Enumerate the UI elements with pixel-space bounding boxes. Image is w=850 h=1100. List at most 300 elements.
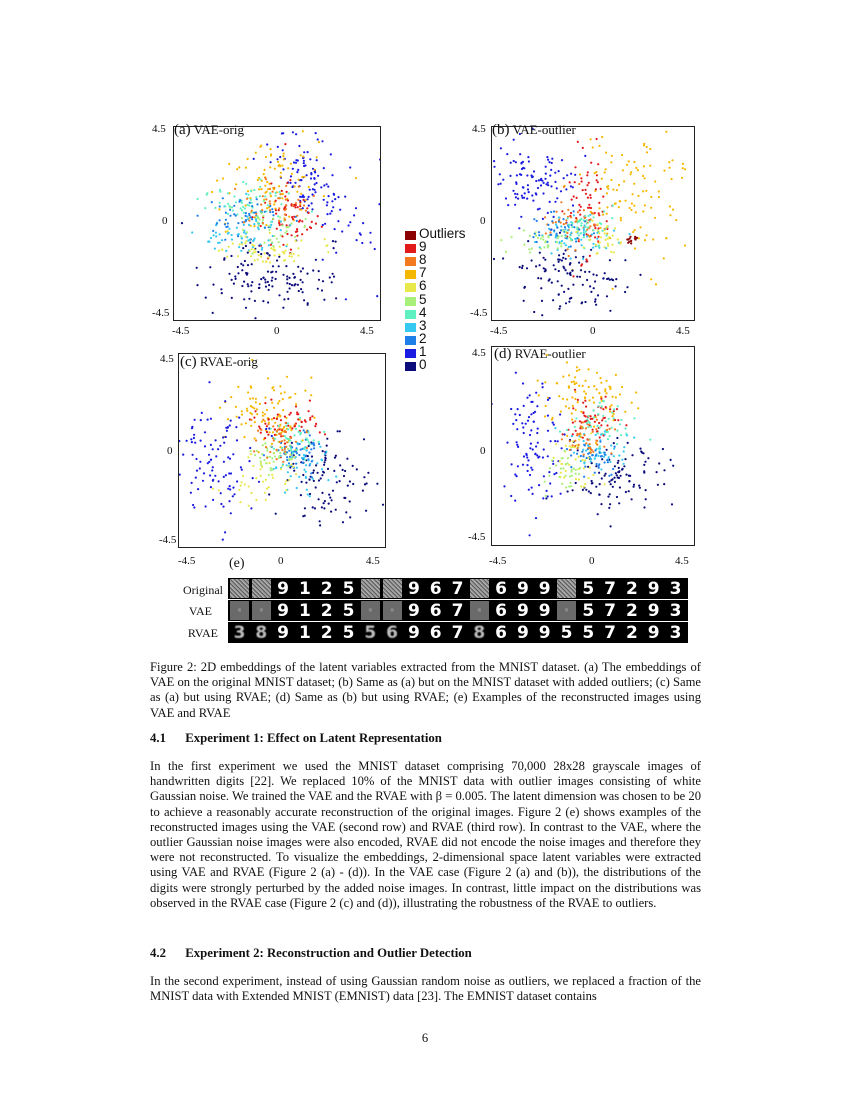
scatter-point [572,440,574,442]
scatter-point [262,195,264,197]
example-image: 5 [364,622,377,643]
scatter-point [283,439,285,441]
scatter-point [568,374,570,376]
scatter-point [191,441,193,443]
scatter-point [592,220,594,222]
scatter-point [289,283,291,285]
scatter-point [322,280,324,282]
scatter-point [292,168,294,170]
scatter-point [215,235,217,237]
scatter-point [290,445,292,447]
scatter-point [301,196,303,198]
scatter-point [307,151,309,153]
scatter-point [551,158,553,160]
scatter-point [236,439,238,441]
example-image: 5 [560,622,573,643]
legend-label: 3 [419,317,427,333]
scatter-point [565,445,567,447]
scatter-point [527,420,529,422]
scatter-point [279,224,281,226]
scatter-point [264,492,266,494]
scatter-point [584,301,586,303]
example-image: 5 [582,600,595,621]
scatter-point [280,392,282,394]
scatter-point [516,193,518,195]
scatter-point [529,534,531,536]
scatter-point [631,454,633,456]
scatter-point [633,486,635,488]
example-image: 9 [538,600,551,621]
scatter-point [249,398,251,400]
scatter-point [216,180,218,182]
legend-swatch [405,336,416,345]
scatter-point [572,275,574,277]
scatter-point [305,421,307,423]
scatter-point [623,180,625,182]
scatter-point [588,368,590,370]
scatter-point [562,257,564,259]
panel-b-plot [491,126,695,321]
scatter-point [284,448,286,450]
scatter-point [603,456,605,458]
scatter-point [583,219,585,221]
scatter-point [535,445,537,447]
scatter-point [592,429,594,431]
scatter-point [572,204,574,206]
scatter-point [346,458,348,460]
scatter-point [323,431,325,433]
scatter-point [296,171,298,173]
scatter-point [282,461,284,463]
scatter-point [574,181,576,183]
scatter-point [596,179,598,181]
scatter-point [293,456,295,458]
scatter-point [609,310,611,312]
scatter-point [223,461,225,463]
scatter-point [218,489,220,491]
scatter-point [614,203,616,205]
scatter-point [535,392,537,394]
scatter-point [282,193,284,195]
scatter-point [607,277,609,279]
scatter-point [615,374,617,376]
scatter-point [543,448,545,450]
scatter-point [334,457,336,459]
scatter-point [612,204,614,206]
scatter-point [578,204,580,206]
scatter-point [577,399,579,401]
scatter-point [291,186,293,188]
scatter-point [629,475,631,477]
scatter-point [633,205,635,207]
scatter-point [239,243,241,245]
scatter-point [616,408,618,410]
scatter-point [282,274,284,276]
scatter-point [510,162,512,164]
scatter-point [228,500,230,502]
scatter-point [278,207,280,209]
scatter-point [266,181,268,183]
scatter-point [260,429,262,431]
scatter-point [257,251,259,253]
scatter-point [607,243,609,245]
scatter-point [598,465,600,467]
scatter-point [210,237,212,239]
scatter-point [286,376,288,378]
scatter-point [243,212,245,214]
scatter-point [193,434,195,436]
scatter-point [275,200,277,202]
scatter-point [323,471,325,473]
scatter-point [251,218,253,220]
scatter-point [656,471,658,473]
scatter-point [264,437,266,439]
scatter-point [262,219,264,221]
scatter-point [552,463,554,465]
scatter-point [611,404,613,406]
scatter-point [565,269,567,271]
example-image: 9 [538,622,551,643]
scatter-point [307,458,309,460]
scatter-point [251,205,253,207]
scatter-point [585,450,587,452]
scatter-point [218,208,220,210]
scatter-point [275,271,277,273]
scatter-point [238,233,240,235]
scatter-point [556,233,558,235]
scatter-point [320,186,322,188]
scatter-point [245,183,247,185]
scatter-point [212,466,214,468]
scatter-point [552,422,554,424]
scatter-point [606,431,608,433]
scatter-point [575,430,577,432]
scatter-point [558,216,560,218]
scatter-point [618,184,620,186]
scatter-point [295,162,297,164]
scatter-point [303,429,305,431]
scatter-point [268,225,270,227]
scatter-point [663,257,665,259]
scatter-point [281,440,283,442]
scatter-point [569,181,571,183]
scatter-point [276,418,278,420]
panel-c-ytick-bot: -4.5 [159,534,177,546]
scatter-point [332,206,334,208]
scatter-point [672,209,674,211]
scatter-point [535,231,537,233]
scatter-point [250,190,252,192]
scatter-point [654,217,656,219]
scatter-point [611,415,613,417]
scatter-point [258,224,260,226]
scatter-point [561,259,563,261]
scatter-point [263,459,265,461]
scatter-point [345,298,347,300]
scatter-point [313,195,315,197]
scatter-point [604,272,606,274]
scatter-point [289,287,291,289]
scatter-point [578,369,580,371]
scatter-point [248,220,250,222]
scatter-point [331,200,333,202]
scatter-point [639,448,641,450]
scatter-point [295,230,297,232]
scatter-point [226,430,228,432]
scatter-point [245,215,247,217]
scatter-point [322,259,324,261]
scatter-point [297,206,299,208]
scatter-point [259,403,261,405]
scatter-point [587,426,589,428]
scatter-point [259,457,261,459]
scatter-point [271,474,273,476]
scatter-point [547,184,549,186]
scatter-point [643,165,645,167]
scatter-point [230,420,232,422]
scatter-point [196,267,198,269]
scatter-point [598,214,600,216]
scatter-point [615,285,617,287]
scatter-point [682,167,684,169]
scatter-point [272,425,274,427]
scatter-point [266,457,268,459]
scatter-point [558,254,560,256]
scatter-point [284,232,286,234]
scatter-point [260,204,262,206]
scatter-point [613,455,615,457]
scatter-point [599,377,601,379]
scatter-point [244,242,246,244]
scatter-point [634,247,636,249]
scatter-point [547,415,549,417]
scatter-point [620,434,622,436]
scatter-point [569,440,571,442]
scatter-point [286,224,288,226]
scatter-point [604,475,606,477]
scatter-point [303,204,305,206]
scatter-point [595,440,597,442]
scatter-point [299,433,301,435]
scatter-point [523,300,525,302]
scatter-point [242,181,244,183]
scatter-point [548,280,550,282]
scatter-point [544,216,546,218]
scatter-point [593,385,595,387]
scatter-point [265,462,267,464]
scatter-point [650,207,652,209]
scatter-point [584,271,586,273]
scatter-point [281,165,283,167]
scatter-point [571,396,573,398]
scatter-point [259,218,261,220]
panel-d-ytick-top: 4.5 [472,347,486,359]
scatter-point [328,503,330,505]
scatter-point [646,234,648,236]
scatter-point [308,212,310,214]
scatter-point [282,465,284,467]
scatter-point [615,472,617,474]
scatter-point [598,202,600,204]
scatter-point [578,433,580,435]
scatter-point [595,171,597,173]
section-4-1-body: In the first experiment we used the MNIST dataset comprising 70,000 28x28 grayscale images of handwritten digits [22]. We replaced 10% of the MNIST data with outlier images consisting of white Gaussian noise. We trained the VAE and the RVAE with β = 0.005. The latent dimension was chosen to be 20 to achieve a reasonably accurate reconstruction of the original images. Figure 2 (e) shows examples of the reconstructed images using the VAE (second row) and RVAE (third row). In contrast to the VAE, where the outlier Gaussian noise images were also encoded, RVAE did not encode the noise images and therefore they were not reconstructed. To visualize the embeddings, 2-dimensional space latent variables were extracted using VAE and RVAE (Figure 2 (a) - (d)). In the VAE case (Figure 2 (a) and (b)), the distributions of the digits were strongly perturbed by the added noise images. In contrast, little impact on the distributions was observed in the RVAE case (Figure 2 (c) and (d)), illustrating the robustness of the RVAE to outliers. [150,759,701,910]
scatter-point [558,221,560,223]
scatter-point [548,161,550,163]
scatter-point [563,186,565,188]
scatter-point [253,189,255,191]
scatter-point [267,271,269,273]
scatter-point [570,185,572,187]
scatter-point [526,456,528,458]
scatter-point [324,457,326,459]
scatter-point [219,191,221,193]
scatter-point [210,418,212,420]
scatter-point [293,277,295,279]
scatter-point [583,232,585,234]
scatter-point [271,457,273,459]
scatter-point [295,405,297,407]
scatter-point [530,467,532,469]
scatter-point [536,405,538,407]
scatter-point [311,476,313,478]
scatter-point [628,160,630,162]
scatter-point [250,492,252,494]
scatter-point [295,463,297,465]
scatter-point [597,227,599,229]
scatter-point [281,447,283,449]
scatter-point [617,405,619,407]
scatter-point [231,234,233,236]
scatter-point [665,131,667,133]
scatter-point [544,381,546,383]
scatter-point [246,198,248,200]
scatter-point [250,385,252,387]
scatter-point [576,370,578,372]
scatter-point [554,172,556,174]
scatter-point [355,207,357,209]
scatter-point [264,192,266,194]
scatter-point [542,456,544,458]
scatter-point [305,471,307,473]
scatter-point [639,274,641,276]
scatter-point [577,221,579,223]
scatter-point [638,485,640,487]
scatter-point [614,465,616,467]
scatter-point [236,480,238,482]
scatter-point [517,465,519,467]
scatter-point [560,472,562,474]
scatter-point [237,272,239,274]
scatter-point [593,416,595,418]
scatter-point [287,167,289,169]
scatter-point [616,430,618,432]
scatter-point [250,419,252,421]
scatter-point [200,419,202,421]
examples-row-rvae [228,622,688,643]
scatter-point [578,385,580,387]
scatter-point [265,261,267,263]
scatter-point [352,483,354,485]
scatter-point [626,434,628,436]
scatter-point [291,458,293,460]
scatter-point [251,252,253,254]
scatter-point [279,197,281,199]
scatter-point [493,160,495,162]
scatter-point [526,198,528,200]
scatter-point [290,475,292,477]
scatter-point [315,423,317,425]
scatter-point [566,435,568,437]
scatter-point [598,145,600,147]
section-4-2-body: In the second experiment, instead of using Gaussian random noise as outliers, we replaced a fraction of the MNIST data with Extended MNIST (EMNIST) data [23]. The EMNIST dataset contains [150,974,701,1004]
scatter-point [561,235,563,237]
scatter-point [195,477,197,479]
scatter-point [308,186,310,188]
scatter-point [580,206,582,208]
scatter-point [274,434,276,436]
scatter-point [613,251,615,253]
scatter-point [335,241,337,243]
example-image: 7 [604,578,617,599]
scatter-point [274,422,276,424]
scatter-point [222,197,224,199]
scatter-point [636,237,638,239]
scatter-point [280,172,282,174]
scatter-point [289,425,291,427]
scatter-point [277,146,279,148]
scatter-point [573,195,575,197]
scatter-point [262,481,264,483]
scatter-point [310,377,312,379]
scatter-point [587,453,589,455]
scatter-point [609,411,611,413]
scatter-point [288,414,290,416]
scatter-point [579,214,581,216]
scatter-point [581,302,583,304]
scatter-point [262,215,264,217]
scatter-point [204,445,206,447]
scatter-point [272,245,274,247]
scatter-point [569,482,571,484]
scatter-point [612,396,614,398]
scatter-point [218,250,220,252]
scatter-point [326,201,328,203]
scatter-point [606,192,608,194]
scatter-point [264,279,266,281]
scatter-point [270,182,272,184]
scatter-point [280,176,282,178]
scatter-point [590,452,592,454]
scatter-point [630,173,632,175]
section-number: 4.1 [150,731,166,745]
scatter-point [215,232,217,234]
scatter-point [255,439,257,441]
scatter-point [260,432,262,434]
scatter-point [290,437,292,439]
scatter-point [287,471,289,473]
scatter-point [305,210,307,212]
scatter-point [242,229,244,231]
scatter-point [574,174,576,176]
scatter-point [270,221,272,223]
scatter-point [309,226,311,228]
scatter-point [295,133,297,135]
scatter-point [507,204,509,206]
scatter-point [534,411,536,413]
scatter-point [306,273,308,275]
scatter-point [266,450,268,452]
